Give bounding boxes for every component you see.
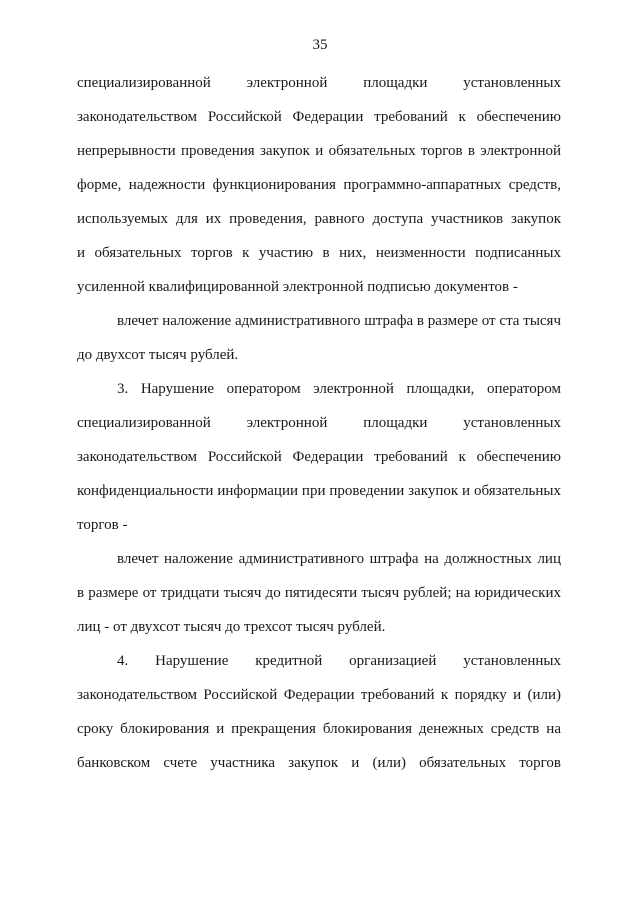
text-line: в размере от тридцати тысяч до пятидесяти тысяч рублей; на юридических (77, 585, 561, 601)
text-line: 4. Нарушение кредитной организацией установленных (117, 653, 561, 669)
text-line: влечет наложение административного штрафа в размере от ста тысяч (117, 313, 561, 329)
text-line: банковском счете участника закупок и (или) обязательных торгов (77, 755, 561, 771)
text-line: и обязательных торгов к участию в них, неизменности подписанных (77, 245, 561, 261)
text-line: непрерывности проведения закупок и обязательных торгов в электронной (77, 143, 561, 159)
text-line: влечет наложение административного штрафа на должностных лиц (117, 551, 561, 567)
text-line: лиц - от двухсот тысяч до трехсот тысяч рублей. (77, 619, 386, 635)
text-line: конфиденциальности информации при проведении закупок и обязательных (77, 483, 561, 499)
page-number: 35 (312, 37, 328, 53)
text-line: законодательством Российской Федерации требований к обеспечению (77, 109, 561, 125)
text-line: до двухсот тысяч рублей. (77, 347, 239, 363)
text-line: сроку блокирования и прекращения блокирования денежных средств на (77, 721, 561, 737)
text-line: 3. Нарушение оператором электронной площадки, оператором (117, 381, 561, 397)
text-line: усиленной квалифицированной электронной подписью документов - (77, 279, 518, 295)
document-body (77, 74, 561, 788)
text-line: законодательством Российской Федерации требований к порядку и (или) (77, 687, 561, 703)
text-line: специализированной электронной площадки установленных (77, 415, 561, 431)
text-line: законодательством Российской Федерации требований к обеспечению (77, 449, 561, 465)
text-line: форме, надежности функционирования программно-аппаратных средств, (77, 177, 561, 193)
text-line: специализированной электронной площадки установленных (77, 75, 561, 91)
text-line: торгов - (77, 517, 128, 533)
text-line: используемых для их проведения, равного доступа участников закупок (77, 211, 561, 227)
